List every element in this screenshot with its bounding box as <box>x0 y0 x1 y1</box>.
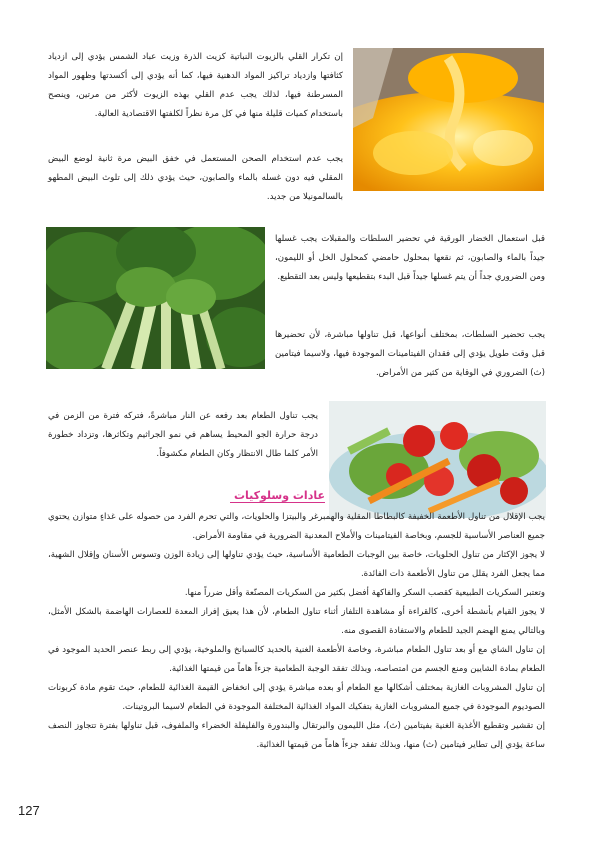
habits-item: يجب الإقلال من تناول الأطعمة الخفيفة كالبطاطا المقلية والهمبرغر والبيتزا والحلويات، والتي تحرم الفرد من حصوله على غذاءٍ متوازن يحتوي جميع العناصر الأساسية للجسم، وبخاصة الفيتامينات والأملاح المعدنية الضرورية في مقاومة الأمراض. <box>48 512 545 541</box>
frying-oil-paragraph: إن تكرار القلي بالزيوت النباتية كزيت الذرة وزيت عباد الشمس يؤدي إلى ازدياد كثافتها وازدياد تراكيز المواد الدهنية فيها، كما أنه يؤدي إلى أكسدتها وظهور المواد المسرطنة فيها، لذلك يجب عدم القلي بهذه الزيوت لأكثر من مرتين، وينصح باستخدام كميات قليلة منها في كل مرة نظراً لكلفتها الاقتصادية العالية. <box>48 52 343 119</box>
habits-item: إن تناول المشروبات الغازية بمختلف أشكالها مع الطعام أو بعده مباشرة يؤدي إلى انخفاض القيمة الغذائية للطعام، حيث تقوم مادة كربونات الصوديوم الموجودة في جميع المشروبات الغازية بتفكيك المواد الغذائية المختلفة الموجودة في الطعام لاسيما البروتينات. <box>48 683 545 712</box>
habits-item: إن تناول الشاي مع أو بعد تناول الطعام مباشرة، وخاصة الأطعمة الغنية بالحديد كالسبانخ والملوخية، يؤدي إلى ربط عنصر الحديد الموجود في الطعام بمادة الشايين ومنع الجسم من امتصاصه، وبذلك تفقد الوجبة الطعامية جزءاً هاماً من قيمتها الغذائية. <box>48 645 545 674</box>
habits-list <box>48 508 545 755</box>
leafy-greens-paragraph: قبل استعمال الخضار الورقية في تحضير السلطات والمقبلات يجب غسلها جيداً بالماء والصابون، ثم نقعها بمحلول حامضي كمحلول الخل أو الليمون، ومن الضروري جداً أن يتم غسلها جيداً قبل البدء بتقطيعها وليس بعد التقطيع. <box>275 234 545 282</box>
section-title: عادات وسلوكيات <box>233 489 325 502</box>
habits-item: إن تقشير وتقطيع الأغذية الغنية بفيتامين (ث)، مثل الليمون والبرتقال والبندورة والفليفلة الخضراء والملفوف، قبل تناولها بفترة تتجاوز النصف ساعة يؤدي إلى تطاير فيتامين (ث) منها، وبذلك تفقد جزءاً هاماً من قيمتها الغذائية. <box>48 721 545 750</box>
habits-item: وتعتبر السكريات الطبيعية كقصب السكر والفاكهة أفضل بكثير من السكريات المصنّعة وأقل ضرراً منها. <box>184 588 545 598</box>
leafy-greens-photo <box>46 227 265 369</box>
section-underline <box>230 502 325 503</box>
salad-photo <box>329 401 546 518</box>
habits-item: لا يجوز الإكثار من تناول الحلويات، خاصة بين الوجبات الطعامية الأساسية، حيث يؤدي تناولها إلى زيادة الوزن وتسوس الأسنان وإقلال الشهية، مما يجعل الفرد يقلل من تناول الأطعمة ذات الفائدة. <box>48 550 545 579</box>
serve-hot-paragraph: يجب تناول الطعام بعد رفعه عن النار مباشرةً، فتركه فترة من الزمن في درجة حرارة الجو المحيط يساهم في نمو الجراثيم وتكاثرها، وتزداد خطورة الأمر كلما طال الانتظار وكان الطعام مكشوفاً. <box>48 411 318 459</box>
habits-item: لا يجوز القيام بأنشطة أخرى، كالقراءة أو مشاهدة التلفاز أثناء تناول الطعام، لأن هذا يعيق إفراز المعدة للعصارات الهاضمة بالشكل الأمثل، وبالتالي يمنع الهضم الجيد للطعام والاستفادة القصوى منه. <box>48 607 545 636</box>
salad-prep-paragraph: يجب تحضير السلطات، بمختلف أنواعها، قبل تناولها مباشرة، لأن تحضيرها قبل وقت طويل يؤدي إلى فقدان الفيتامينات الموجودة فيها، ولاسيما فيتامين (ث) الضروري في الوقاية من كثير من الأمراض. <box>275 330 545 378</box>
egg-plate-paragraph: يجب عدم استخدام الصحن المستعمل في خفق البيض مرة ثانية لوضع البيض المقلي فيه دون غسله بالماء والصابون، حيث يؤدي ذلك إلى تلوث البيض المطهو بالسالمونيلا من جديد. <box>48 154 343 202</box>
page-number: 127 <box>18 803 40 818</box>
egg-mixing-photo <box>353 48 544 191</box>
